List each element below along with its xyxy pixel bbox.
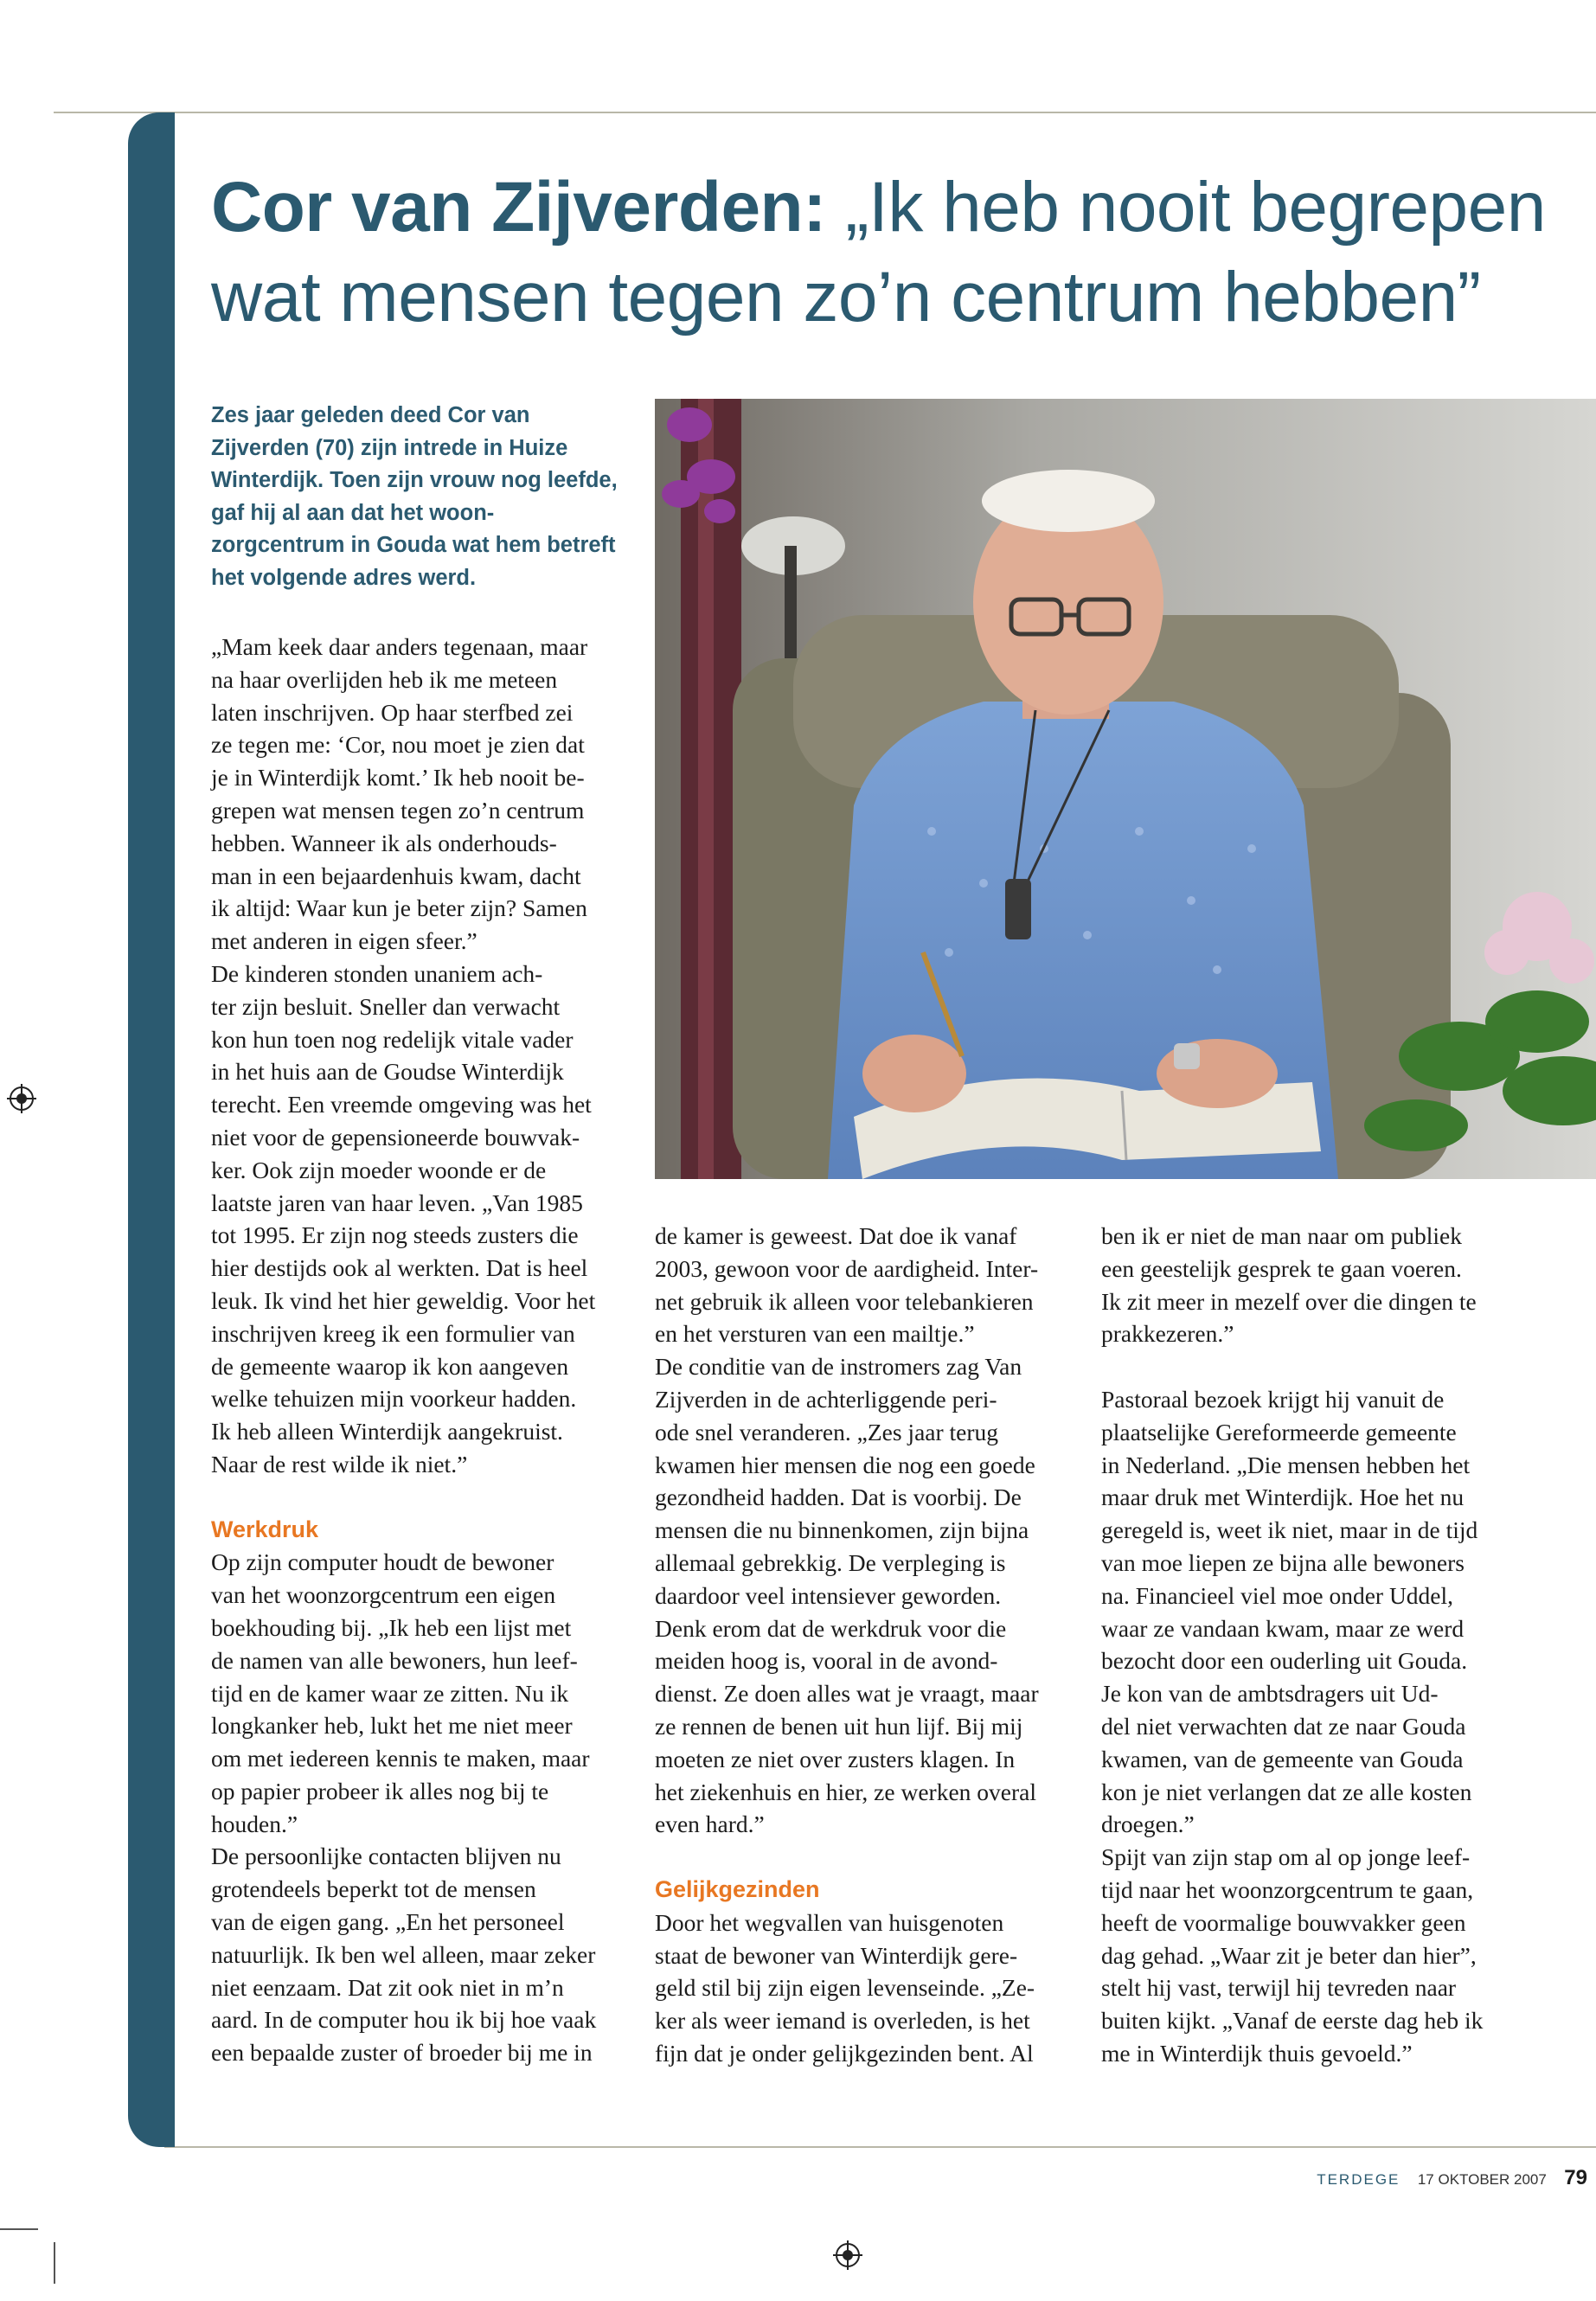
crop-mark (0, 2228, 38, 2230)
page-number: 79 (1564, 2166, 1587, 2189)
body-paragraph: Op zijn computer houdt de bewoner van het woonzorgcentrum een eigen boekhouding bij. „Ik heb een lijst met de namen van alle bewoners, hun leef- tijd en de kamer waar ze zitten. Nu ik longkanker heb, lukt het me niet meer om met iedereen kennis te maken, maar op papier probeer ik alles nog bij te houden.” (211, 1548, 590, 1837)
portrait-photo (655, 399, 1596, 1179)
page-footer (1317, 2166, 1587, 2190)
article-intro: Zes jaar geleden deed Cor van Zijverden (70) zijn intrede in Huize Winterdijk. Toen zijn vrouw nog leefde, gaf hij al aan dat het woonzorgcentrum in Gouda wat hem betreft het volgende adres werd. (211, 403, 618, 590)
sidebar-accent-bar (128, 112, 175, 2147)
body-paragraph: Pastoraal bezoek krijgt hij vanuit de plaatselijke Gereformeerde gemeente in Nederland. „Die mensen hebben het maar druk met Winterdijk. Hoe het nu geregeld is, weet ik niet, maar in de tijd van moe liepen ze bijna alle bewoners na. Financieel viel moe onder Uddel, waar ze vandaan kwam, maar ze werd bezocht door een ouderling uit Gouda. Je kon van de ambtsdragers uit Ud- del niet verwachten dat ze naar Gouda kwamen, van de gemeente van Gouda kon je niet verlangen dat ze alle kosten droegen.” (1101, 1385, 1478, 1838)
registration-mark-icon (7, 1084, 36, 1113)
magazine-name: TERDEGE (1317, 2171, 1401, 2188)
body-column-3 (1101, 1220, 1551, 2070)
section-heading-gelijkgezinden: Gelijkgezinden (655, 1875, 820, 1902)
body-column-1 (211, 631, 626, 2069)
body-paragraph: Spijt van zijn stap om al op jonge leef- tijd naar het woonzorgcentrum te gaan, heeft de voormalige bouwvakker geen dag gehad. „Waar zit je beter dan hier”, stelt hij vast, terwijl hij tevreden naar buiten kijkt. „Vanaf de eerste dag heb ik me in Winterdijk thuis gevoeld.” (1101, 1843, 1484, 2067)
top-rule (54, 112, 1596, 113)
registration-mark-icon (833, 2240, 862, 2270)
body-paragraph: de kamer is geweest. Dat doe ik vanaf 2003, gewoon voor de aardigheid. Inter- net gebruik ik alleen voor telebankieren en het versturen van een mailtje.” (655, 1222, 1039, 1348)
body-paragraph: ben ik er niet de man naar om publiek een geestelijk gesprek te gaan voeren. Ik zit meer in mezelf over die dingen te prakkezeren.” (1101, 1222, 1477, 1348)
body-paragraph: De conditie van de instromers zag Van Zijverden in de achterliggende peri- ode snel veranderen. „Zes jaar terug kwamen hier mensen die nog een goede gezondheid hadden. Dat is voorbij. De mensen die nu binnenkomen, zijn bijna allemaal gebrekkig. De verpleging is daardoor veel intensiever geworden. Denk erom dat de werkdruk voor die meiden hoog is, vooral in de avond- dienst. Ze doen alles wat je vraagt, maar ze rennen de benen uit hun lijf. Bij mij moeten ze niet over zusters klagen. In het ziekenhuis en hier, ze werken overal even hard.” (655, 1353, 1039, 1838)
body-paragraph: De kinderen stonden unaniem ach- ter zijn besluit. Sneller dan verwacht kon hun toen nog redelijk vitale vader in het huis aan de Goudse Winterdijk terecht. Een vreemde omgeving was het niet voor de gepensioneerde bouwvak- ker. Ook zijn moeder woonde er de laatste jaren van haar leven. „Van 1985 tot 1995. Er zijn nog steeds zusters die hier destijds ook al werkten. Dat is heel leuk. Ik vind het hier geweldig. Voor het inschrijven kreeg ik een formulier van de gemeente waarop ik kon aangeven welke tehuizen mijn voorkeur hadden. Ik heb alleen Winterdijk aangekruist. Naar de rest wilde ik niet.” (211, 959, 596, 1477)
bottom-rule (164, 2146, 1596, 2148)
body-paragraph: Door het wegvallen van huisgenoten staat de bewoner van Winterdijk gere- geld stil bij zijn eigen levenseinde. „Ze- ker als weer iemand is overleden, is het fijn dat je onder gelijkgezinden bent. Al (655, 1908, 1035, 2067)
headline-name: Cor van Zijverden: (211, 168, 826, 247)
crop-mark (54, 2242, 55, 2284)
headline-quote: „Ik heb nooit begrepen wat mensen tegen zo’n centrum hebben” (211, 168, 1546, 336)
issue-date: 17 OKTOBER 2007 (1417, 2171, 1547, 2188)
article-headline (211, 163, 1569, 343)
body-paragraph: „Mam keek daar anders tegenaan, maar na haar overlijden heb ik me meteen laten inschrijven. Op haar sterfbed zei ze tegen me: ‘Cor, nou moet je zien dat je in Winterdijk komt.’ Ik heb nooit be- grepen wat mensen tegen zo’n centrum hebben. Wanneer ik als onderhouds- man in een bejaardenhuis kwam, dacht ik altijd: Waar kun je beter zijn? Samen met anderen in eigen sfeer.” (211, 633, 588, 955)
body-paragraph: De persoonlijke contacten blijven nu grotendeels beperkt tot de mensen van de eigen gang. „En het personeel natuurlijk. Ik ben wel alleen, maar zeker niet eenzaam. Dat zit ook niet in m’n aard. In de computer hou ik bij hoe vaak een bepaalde zuster of broeder bij me in (211, 1843, 597, 2067)
section-heading-werkdruk: Werkdruk (211, 1516, 319, 1542)
body-column-2 (655, 1220, 1079, 2070)
